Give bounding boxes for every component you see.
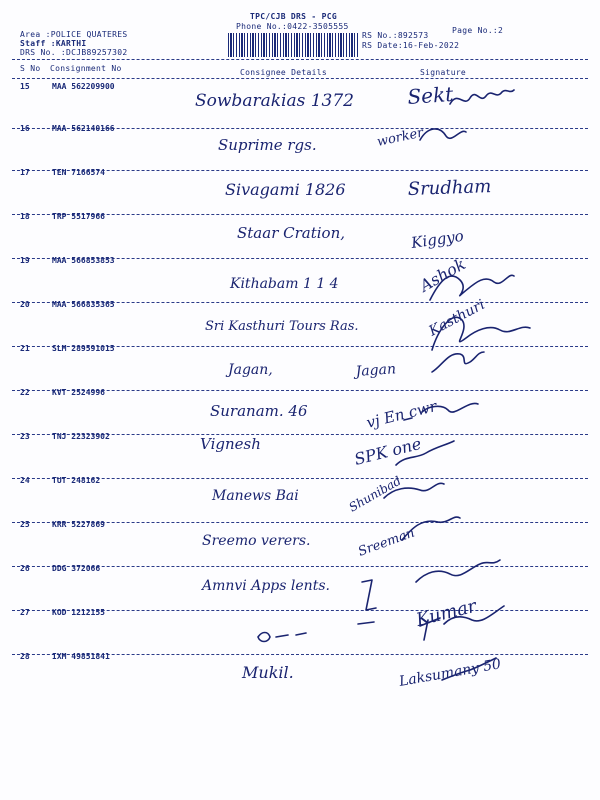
row-consignment-number: KOD 1212155 [52,608,105,617]
flourish-sign-21 [432,352,484,372]
col-sno-header: S No [20,64,41,73]
flourish-sign-20 [432,317,530,350]
bracket-mark-26 [358,580,376,624]
drs-number: DRS No. :DCJB89257302 [20,48,128,57]
row-consignment-number: MAA 566853853 [52,256,115,265]
row-consignment-number: KVT 2524996 [52,388,105,397]
row-serial-number: 17 [20,168,30,177]
handwritten-signature: Jagan [355,361,397,380]
row-consignment-number: MAA 566835365 [52,300,115,309]
handwritten-consignee: Suranam. 46 [210,402,308,420]
handwritten-signature: Sreeman [356,525,417,560]
row-serial-number: 27 [20,608,30,617]
row-serial-number: 21 [20,344,30,353]
area-label: Area :POLICE QUATERES [20,30,128,39]
rs-date: RS Date:16-Feb-2022 [362,41,460,50]
handwritten-consignee: Sri Kasthuri Tours Ras. [205,319,359,334]
row-serial-number: 18 [20,212,30,221]
row-consignment-number: MAA 562140166 [52,124,115,133]
handwritten-consignee: Jagan, [228,362,273,378]
handwritten-signature: Shunibad [346,473,404,515]
handwritten-signature: Laksumany 50 [397,656,503,690]
handwritten-consignee: Manews Bai [212,488,299,504]
handwritten-signature: Kasthuri [426,296,488,340]
col-consignee-header: Consignee Details [240,68,327,77]
row-consignment-number: DDG 372066 [52,564,101,573]
flourish-sign-16 [420,129,466,140]
row-consignment-number: IXM 49851841 [52,652,110,661]
flourish-sign-15 [450,90,514,104]
row-consignment-number: SLM 289591015 [52,344,115,353]
row-consignment-number: TRP 5517966 [52,212,105,221]
phone-number: Phone No.:0422-3505555 [236,22,349,31]
row-consignment-number: MAA 562209900 [52,82,115,91]
handwritten-consignee: Kithabam 1 1 4 [230,276,339,292]
scribble-27 [258,633,306,642]
row-serial-number: 22 [20,388,30,397]
row-serial-number: 24 [20,476,30,485]
handwritten-consignee: Mukil. [242,663,294,682]
sheet-title: TPC/CJB DRS - PCG [250,12,337,21]
handwritten-signature: Kiggyo [410,226,465,252]
row-serial-number: 28 [20,652,30,661]
row-consignment-number: TNJ 22323902 [52,432,110,441]
row-serial-number: 20 [20,300,30,309]
col-signature-header: Signature [420,68,467,77]
col-consignment-header: Consignment No [50,64,122,73]
handwritten-signature: worker [375,125,425,150]
row-consignment-number: TUT 248162 [52,476,101,485]
row-serial-number: 16 [20,124,30,133]
handwritten-consignee: Suprime rgs. [218,136,317,154]
row-serial-number: 15 [20,82,30,91]
handwritten-consignee: Sivagami 1826 [225,180,346,199]
row-serial-number: 25 [20,520,30,529]
row-consignment-number: KRR 5227869 [52,520,105,529]
row-serial-number: 23 [20,432,30,441]
handwritten-signature: Srudham [407,176,492,200]
handwritten-consignee: Sowbarakias 1372 [195,91,354,111]
handwritten-signature: SPK one [352,433,424,469]
staff-label: Staff :KARTHI [20,39,87,48]
row-consignment-number: TEN 7166574 [52,168,105,177]
page-number: Page No.:2 [452,26,504,35]
handwritten-consignee: Staar Cration, [237,224,346,242]
handwritten-consignee: Amnvi Apps lents. [202,578,330,594]
row-serial-number: 26 [20,564,30,573]
handwritten-signature: Sekt [406,81,454,109]
flourish-sign-26 [416,560,500,582]
row-serial-number: 19 [20,256,30,265]
handwritten-consignee: Sreemo verers. [202,533,311,549]
handwritten-signature: vj En cwr [364,397,439,432]
rs-number: RS No.:892573 [362,31,429,40]
handwritten-signature: Kumar [414,595,479,631]
handwritten-signature: Ashok [416,254,469,296]
handwritten-consignee: Vignesh [200,435,261,453]
